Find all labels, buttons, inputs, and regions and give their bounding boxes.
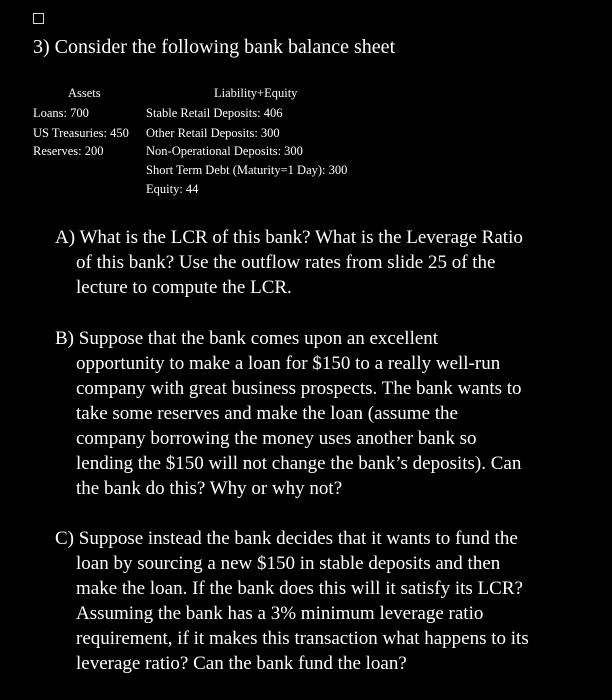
- asset-loans: Loans: 700: [33, 106, 89, 120]
- question-c-line: make the loan. If the bank does this will it satisfy its LCR?: [76, 578, 523, 599]
- liabilities-header: Liability+Equity: [214, 86, 298, 100]
- liability-equity: Equity: 44: [146, 182, 199, 196]
- question-b-line: take some reserves and make the loan (assume the: [76, 403, 458, 424]
- question-b-line: the bank do this? Why or why not?: [76, 478, 343, 499]
- question-a-line: lecture to compute the LCR.: [76, 277, 292, 298]
- question-c-line: C) Suppose instead the bank decides that it wants to fund the: [55, 528, 518, 549]
- question-c-line: loan by sourcing a new $150 in stable deposits and then: [76, 553, 501, 574]
- question-b: [55, 326, 600, 501]
- asset-reserves: Reserves: 200: [33, 144, 104, 158]
- question-c-line: leverage ratio? Can the bank fund the loan?: [76, 653, 407, 674]
- question-b-line: B) Suppose that the bank comes upon an excellent: [55, 328, 439, 349]
- question-c-line: Assuming the bank has a 3% minimum leverage ratio: [76, 603, 484, 624]
- question-a-line: of this bank? Use the outflow rates from slide 25 of the: [76, 252, 496, 273]
- checkbox[interactable]: [33, 13, 44, 24]
- liability-other-deposits: Other Retail Deposits: 300: [146, 126, 280, 140]
- question-a: [55, 225, 600, 300]
- liability-stable-deposits: Stable Retail Deposits: 406: [146, 106, 283, 120]
- problem-heading: 3) Consider the following bank balance sheet: [33, 36, 396, 58]
- assets-header: Assets: [68, 86, 101, 100]
- question-b-line: company borrowing the money uses another bank so: [76, 428, 477, 449]
- question-c-line: requirement, if it makes this transaction what happens to its: [76, 628, 529, 649]
- liability-non-operational: Non-Operational Deposits: 300: [146, 144, 303, 158]
- liability-short-term-debt: Short Term Debt (Maturity=1 Day): 300: [146, 163, 348, 177]
- question-b-line: lending the $150 will not change the bank’s deposits). Can: [76, 453, 522, 474]
- question-b-line: company with great business prospects. The bank wants to: [76, 378, 522, 399]
- asset-treasuries: US Treasuries: 450: [33, 126, 129, 140]
- question-c: [55, 526, 600, 676]
- question-a-line: A) What is the LCR of this bank? What is the Leverage Ratio: [55, 227, 523, 248]
- question-b-line: opportunity to make a loan for $150 to a really well-run: [76, 353, 501, 374]
